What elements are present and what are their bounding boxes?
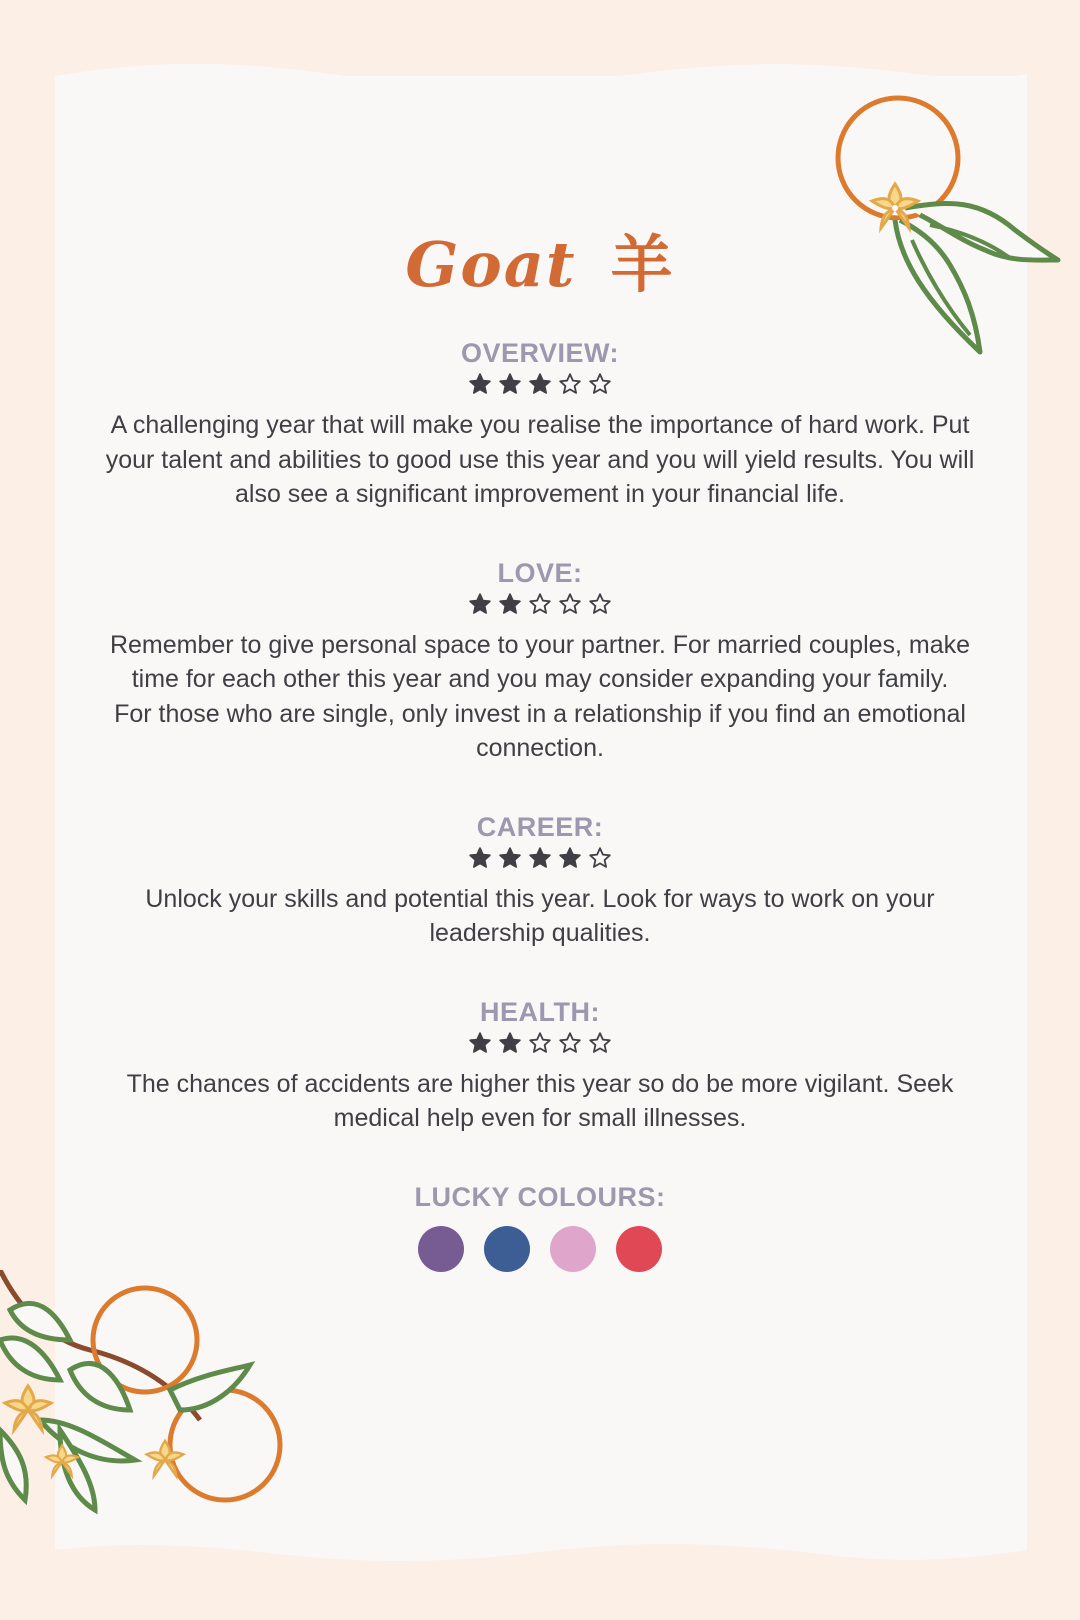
star-empty-icon <box>528 1031 552 1055</box>
horoscope-content <box>100 220 980 1272</box>
orange-branch-decoration <box>0 1270 300 1570</box>
star-filled-icon <box>468 592 492 616</box>
colour-swatch <box>616 1226 662 1272</box>
title-animal: Goat <box>405 228 577 301</box>
star-filled-icon <box>498 1031 522 1055</box>
section-health <box>100 995 980 1136</box>
star-empty-icon <box>558 1031 582 1055</box>
star-empty-icon <box>588 846 612 870</box>
star-empty-icon <box>558 592 582 616</box>
section-heading: OVERVIEW: <box>460 338 620 368</box>
star-rating <box>100 1031 980 1061</box>
star-empty-icon <box>558 372 582 396</box>
star-filled-icon <box>498 372 522 396</box>
star-filled-icon <box>558 846 582 870</box>
star-empty-icon <box>528 592 552 616</box>
section-paragraph: The chances of accidents are higher this year so do be more vigilant. Seek medical help even for small illnesses. <box>126 1069 954 1132</box>
star-rating <box>100 592 980 622</box>
star-rating <box>100 372 980 402</box>
section-paragraph: Remember to give personal space to your partner. For married couples, make time for each other this year and you may consider expanding your family. <box>109 630 971 693</box>
star-filled-icon <box>468 1031 492 1055</box>
star-filled-icon <box>528 372 552 396</box>
section-paragraph: Unlock your skills and potential this year. Look for ways to work on your leadership qualities. <box>145 884 935 947</box>
section-career <box>100 810 980 951</box>
colour-swatch <box>484 1226 530 1272</box>
star-empty-icon <box>588 372 612 396</box>
colour-swatch <box>418 1226 464 1272</box>
star-empty-icon <box>588 592 612 616</box>
section-lucky-colours <box>100 1180 980 1272</box>
title-chinese: 羊 <box>610 228 675 301</box>
colour-swatch <box>550 1226 596 1272</box>
section-heading: LUCKY COLOURS: <box>414 1181 666 1212</box>
star-rating <box>100 846 980 876</box>
star-filled-icon <box>468 372 492 396</box>
section-love <box>100 556 980 766</box>
star-filled-icon <box>468 846 492 870</box>
section-heading: CAREER: <box>476 811 604 842</box>
section-heading: HEALTH: <box>480 996 600 1027</box>
star-filled-icon <box>498 846 522 870</box>
section-heading: LOVE: <box>497 557 583 588</box>
star-filled-icon <box>528 846 552 870</box>
page-title <box>100 220 980 310</box>
section-paragraph: For those who are single, only invest in a relationship if you find an emotional connection. <box>114 699 966 762</box>
star-empty-icon <box>588 1031 612 1055</box>
section-paragraph: A challenging year that will make you realise the importance of hard work. Put your talent and abilities to good use this year and you will yield results. You will also see a significant improvement in your financial life. <box>105 411 975 508</box>
section-overview <box>100 336 980 512</box>
star-filled-icon <box>498 592 522 616</box>
lucky-colour-swatches <box>100 1226 980 1272</box>
